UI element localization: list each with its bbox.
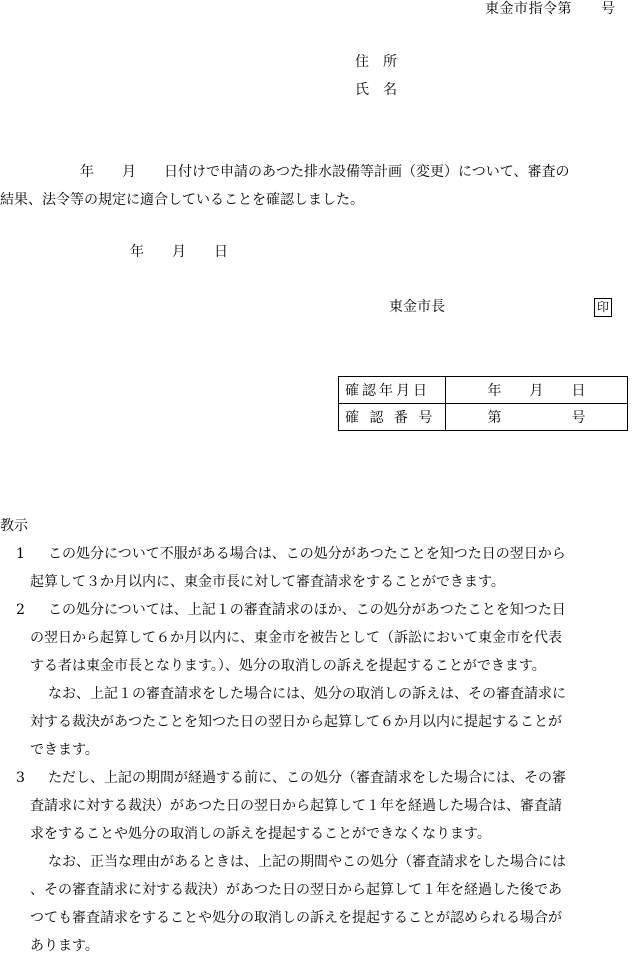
item-line: する者は東金市長となります。）、処分の取消しの訴えを提起することができます。: [30, 658, 546, 674]
item-number: 2: [16, 602, 25, 618]
main-paragraph: [0, 158, 643, 214]
item-line: 対する裁決があつたことを知つた日の翌日から起算して６か月以内に提起することが: [30, 714, 562, 730]
confirm-number-label: 確 認 番 号: [339, 404, 446, 431]
table-row: [339, 377, 628, 404]
item-line: この処分について不服がある場合は、この処分があつたことを知つた日の翌日から: [48, 546, 566, 562]
item-line: 、その審査請求に対する裁決）があつた日の翌日から起算して１年を経過した後であ: [30, 882, 562, 898]
item-line: なお、正当な理由があるときは、上記の期間やこの処分（審査請求をした場合には: [48, 854, 566, 870]
item-line: 求をすることや処分の取消しの訴えを提起することができなくなります。: [30, 826, 491, 842]
item-line: できます。: [30, 742, 99, 758]
item-line: ただし、上記の期間が経過する前に、この処分（審査請求をした場合には、その審: [48, 770, 566, 786]
confirm-date-value: 年 月 日: [446, 377, 628, 404]
address-label: 住 所: [355, 54, 397, 70]
item-number: 1: [16, 546, 25, 562]
item-line: 査請求に対する裁決）があつた日の翌日から起算して１年を経過した場合は、審査請: [30, 798, 562, 814]
kyouji-item-2: [0, 596, 643, 764]
issue-date: 年 月 日: [130, 244, 228, 260]
confirmation-table: [338, 376, 628, 431]
name-label: 氏 名: [355, 82, 397, 98]
main-paragraph-line-1: 年 月 日付けで申請のあつた排水設備等計画（変更）について、審査の: [80, 164, 570, 180]
item-line: あります。: [30, 938, 99, 954]
document-number: 東金市指令第 号: [485, 1, 616, 17]
main-paragraph-line-2: 結果、法令等の規定に適合していることを確認しました。: [0, 192, 364, 208]
item-number: 3: [16, 770, 25, 786]
item-line: の翌日から起算して６か月以内に、東金市を被告として（訴訟において東金市を代表: [30, 630, 562, 646]
item-line: 起算して３か月以内に、東金市長に対して審査請求をすることができます。: [30, 574, 505, 590]
item-line: この処分については、上記１の審査請求のほか、この処分があつたことを知つた日: [48, 602, 566, 618]
confirm-number-value: 第 号: [446, 404, 628, 431]
table-row: [339, 404, 628, 431]
issuer-title: 東金市長: [389, 299, 445, 315]
seal-icon: 印: [594, 298, 612, 317]
item-line: つても審査請求をすることや処分の取消しの訴えを提起することが認められる場合が: [30, 910, 562, 926]
confirm-date-label: 確認年月日: [339, 377, 446, 404]
item-line: なお、上記１の審査請求をした場合には、処分の取消しの訴えは、その審査請求に: [48, 686, 566, 702]
kyouji-heading: 教示: [0, 518, 28, 534]
kyouji-item-3: [0, 764, 643, 960]
kyouji-item-1: [0, 540, 643, 596]
